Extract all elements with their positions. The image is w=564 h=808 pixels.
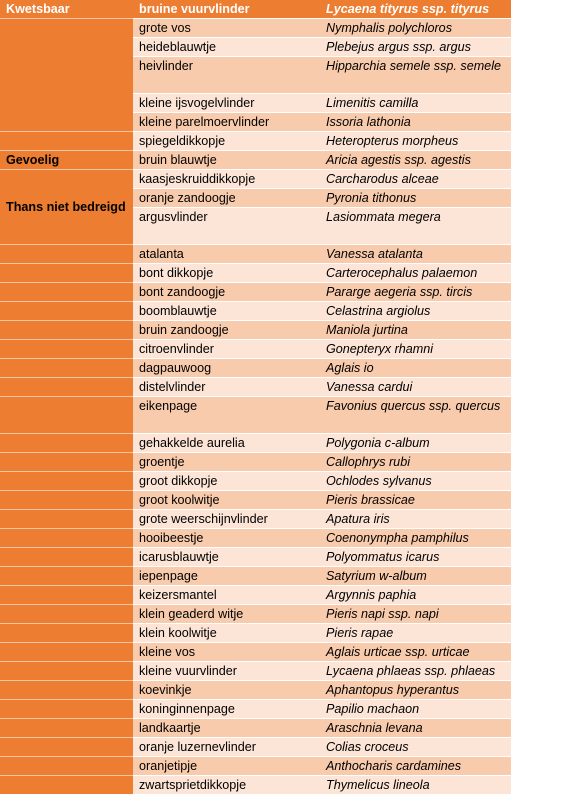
table-row: [0, 170, 511, 189]
category-cell: [0, 378, 133, 397]
common-name-cell: koevinkje: [133, 681, 320, 700]
category-cell: [0, 321, 133, 340]
table-row: [0, 132, 511, 151]
header-row: [0, 0, 511, 19]
scientific-name-cell: Apatura iris: [320, 510, 511, 529]
table-row: [0, 19, 511, 38]
table-row: [0, 340, 511, 359]
common-name-cell: iepenpage: [133, 567, 320, 586]
common-name-cell: distelvlinder: [133, 378, 320, 397]
common-name-cell: kleine vos: [133, 643, 320, 662]
common-name-cell: oranjetipje: [133, 757, 320, 776]
common-name-cell: kaasjeskruiddikkopje: [133, 170, 320, 189]
scientific-name-cell: Pieris brassicae: [320, 491, 511, 510]
category-cell: [0, 567, 133, 586]
common-name-cell: argusvlinder: [133, 208, 320, 245]
category-cell: [0, 19, 133, 132]
table-row: [0, 548, 511, 567]
category-cell: [0, 302, 133, 321]
table-row: [0, 359, 511, 378]
header-category: Kwetsbaar: [0, 0, 133, 19]
scientific-name-cell: Pieris napi ssp. napi: [320, 605, 511, 624]
table-row: [0, 302, 511, 321]
scientific-name-cell: Polygonia c-album: [320, 434, 511, 453]
category-cell: [0, 510, 133, 529]
category-cell: [0, 738, 133, 757]
common-name-cell: kleine ijsvogelvlinder: [133, 94, 320, 113]
table-row: [0, 510, 511, 529]
table-row: [0, 151, 511, 170]
table-row: [0, 567, 511, 586]
scientific-name-cell: Araschnia levana: [320, 719, 511, 738]
table-row: [0, 719, 511, 738]
common-name-cell: zwartsprietdikkopje: [133, 776, 320, 795]
common-name-cell: gehakkelde aurelia: [133, 434, 320, 453]
common-name-cell: bruin blauwtje: [133, 151, 320, 170]
category-cell: [0, 681, 133, 700]
common-name-cell: spiegeldikkopje: [133, 132, 320, 151]
category-cell: [0, 605, 133, 624]
scientific-name-cell: Coenonympha pamphilus: [320, 529, 511, 548]
category-cell: [0, 397, 133, 434]
scientific-name-cell: Thymelicus lineola: [320, 776, 511, 795]
common-name-cell: landkaartje: [133, 719, 320, 738]
scientific-name-cell: Vanessa cardui: [320, 378, 511, 397]
common-name-cell: boomblauwtje: [133, 302, 320, 321]
common-name-cell: heideblauwtje: [133, 38, 320, 57]
scientific-name-cell: Polyommatus icarus: [320, 548, 511, 567]
common-name-cell: groot koolwitje: [133, 491, 320, 510]
category-cell: Thans niet bedreigd: [0, 170, 133, 245]
category-cell: [0, 453, 133, 472]
table-row: [0, 264, 511, 283]
scientific-name-cell: Gonepteryx rhamni: [320, 340, 511, 359]
table-row: [0, 776, 511, 795]
category-cell: [0, 264, 133, 283]
common-name-cell: heivlinder: [133, 57, 320, 94]
category-cell: [0, 283, 133, 302]
scientific-name-cell: Limenitis camilla: [320, 94, 511, 113]
table-row: [0, 529, 511, 548]
table-row: [0, 472, 511, 491]
table-row: [0, 491, 511, 510]
scientific-name-cell: Maniola jurtina: [320, 321, 511, 340]
scientific-name-cell: Colias croceus: [320, 738, 511, 757]
table-row: [0, 662, 511, 681]
common-name-cell: bruin zandoogje: [133, 321, 320, 340]
category-cell: [0, 359, 133, 378]
category-cell: [0, 586, 133, 605]
table-row: [0, 700, 511, 719]
common-name-cell: atalanta: [133, 245, 320, 264]
category-cell: [0, 434, 133, 453]
common-name-cell: grote weerschijnvlinder: [133, 510, 320, 529]
category-cell: [0, 132, 133, 151]
scientific-name-cell: Carcharodus alceae: [320, 170, 511, 189]
scientific-name-cell: Lycaena phlaeas ssp. phlaeas: [320, 662, 511, 681]
category-cell: Gevoelig: [0, 151, 133, 170]
scientific-name-cell: Anthocharis cardamines: [320, 757, 511, 776]
common-name-cell: groentje: [133, 453, 320, 472]
table-row: [0, 757, 511, 776]
table-row: [0, 586, 511, 605]
category-cell: [0, 529, 133, 548]
table-row: [0, 643, 511, 662]
scientific-name-cell: Favonius quercus ssp. quercus: [320, 397, 511, 434]
header-scientific: Lycaena tityrus ssp. tityrus: [320, 0, 511, 19]
scientific-name-cell: Pyronia tithonus: [320, 189, 511, 208]
table-row: [0, 738, 511, 757]
table-row: [0, 681, 511, 700]
common-name-cell: bont zandoogje: [133, 283, 320, 302]
header-name: bruine vuurvlinder: [133, 0, 320, 19]
scientific-name-cell: Ochlodes sylvanus: [320, 472, 511, 491]
category-cell: [0, 624, 133, 643]
table-row: [0, 378, 511, 397]
category-cell: [0, 776, 133, 795]
table-row: [0, 245, 511, 264]
table-row: [0, 624, 511, 643]
category-cell: [0, 719, 133, 738]
scientific-name-cell: Carterocephalus palaemon: [320, 264, 511, 283]
scientific-name-cell: Argynnis paphia: [320, 586, 511, 605]
common-name-cell: koninginnenpage: [133, 700, 320, 719]
category-cell: [0, 245, 133, 264]
table-row: [0, 397, 511, 434]
common-name-cell: hooibeestje: [133, 529, 320, 548]
common-name-cell: icarusblauwtje: [133, 548, 320, 567]
category-cell: [0, 472, 133, 491]
category-cell: [0, 700, 133, 719]
category-cell: [0, 662, 133, 681]
scientific-name-cell: Aglais urticae ssp. urticae: [320, 643, 511, 662]
scientific-name-cell: Pararge aegeria ssp. tircis: [320, 283, 511, 302]
scientific-name-cell: Aricia agestis ssp. agestis: [320, 151, 511, 170]
category-cell: [0, 340, 133, 359]
common-name-cell: klein geaderd witje: [133, 605, 320, 624]
common-name-cell: oranje zandoogje: [133, 189, 320, 208]
category-cell: [0, 491, 133, 510]
common-name-cell: dagpauwoog: [133, 359, 320, 378]
table-row: [0, 283, 511, 302]
scientific-name-cell: Satyrium w-album: [320, 567, 511, 586]
scientific-name-cell: Hipparchia semele ssp. semele: [320, 57, 511, 94]
category-cell: [0, 643, 133, 662]
scientific-name-cell: Heteropterus morpheus: [320, 132, 511, 151]
scientific-name-cell: Aphantopus hyperantus: [320, 681, 511, 700]
scientific-name-cell: Vanessa atalanta: [320, 245, 511, 264]
common-name-cell: grote vos: [133, 19, 320, 38]
common-name-cell: bont dikkopje: [133, 264, 320, 283]
scientific-name-cell: Issoria lathonia: [320, 113, 511, 132]
common-name-cell: klein koolwitje: [133, 624, 320, 643]
scientific-name-cell: Aglais io: [320, 359, 511, 378]
scientific-name-cell: Lasiommata megera: [320, 208, 511, 245]
common-name-cell: oranje luzernevlinder: [133, 738, 320, 757]
common-name-cell: keizersmantel: [133, 586, 320, 605]
category-cell: [0, 757, 133, 776]
scientific-name-cell: Nymphalis polychloros: [320, 19, 511, 38]
common-name-cell: groot dikkopje: [133, 472, 320, 491]
common-name-cell: citroenvlinder: [133, 340, 320, 359]
table-row: [0, 453, 511, 472]
scientific-name-cell: Plebejus argus ssp. argus: [320, 38, 511, 57]
scientific-name-cell: Callophrys rubi: [320, 453, 511, 472]
scientific-name-cell: Papilio machaon: [320, 700, 511, 719]
scientific-name-cell: Pieris rapae: [320, 624, 511, 643]
table-row: [0, 605, 511, 624]
table-row: [0, 434, 511, 453]
common-name-cell: kleine parelmoervlinder: [133, 113, 320, 132]
category-cell: [0, 548, 133, 567]
common-name-cell: eikenpage: [133, 397, 320, 434]
scientific-name-cell: Celastrina argiolus: [320, 302, 511, 321]
table-row: [0, 321, 511, 340]
common-name-cell: kleine vuurvlinder: [133, 662, 320, 681]
